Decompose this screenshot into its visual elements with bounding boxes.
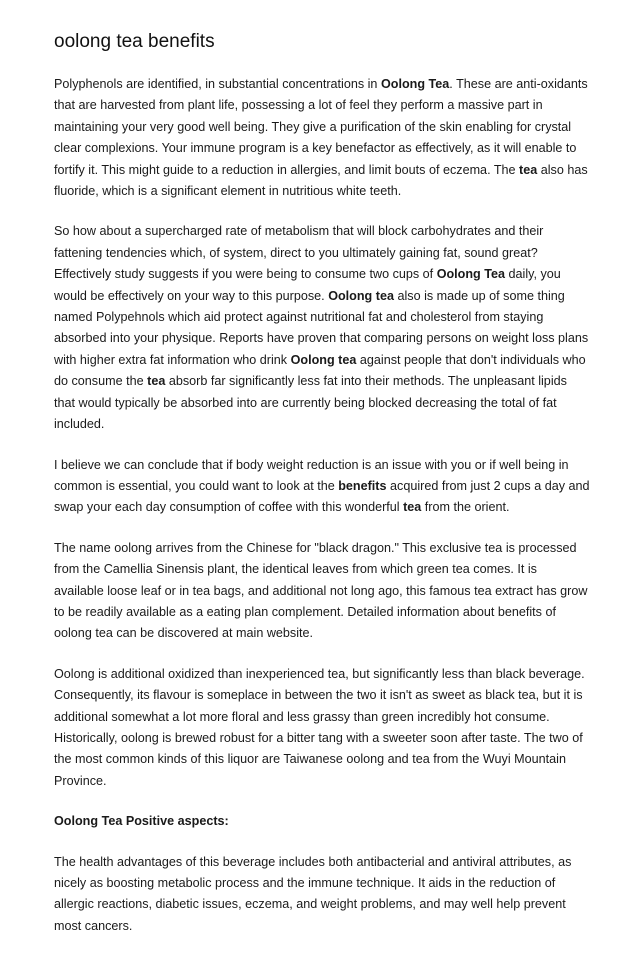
bold-keyword: tea bbox=[147, 374, 166, 389]
section-heading: Oolong Tea Positive aspects: bbox=[54, 814, 229, 829]
bold-keyword: tea bbox=[519, 162, 538, 177]
page-title: oolong tea benefits bbox=[54, 31, 215, 52]
bold-keyword: Oolong Tea bbox=[380, 77, 450, 91]
bold-keyword: benefits bbox=[338, 478, 387, 493]
bold-keyword: tea bbox=[403, 500, 422, 515]
paragraph-1: Polyphenols are identified, in substantial concentrations in Oolong Tea. These are anti-oxidants that are harvested from plant life, possessing a lot of feel they perform a massive part in maintaining your very good well being. They give a purification of the skin enabling for crystal clear complexions. Your immune program is a key benefactor as effectively, as it will enable to fortify it. This might guide to a reduction in allergies, and limit bouts of eczema. The tea also has fluoride, which is a significant element in nutritious white teeth. bbox=[54, 77, 588, 199]
paragraph-4: The name oolong arrives from the Chinese for "black dragon." This exclusive tea is processed from the Camellia Sinensis plant, the identical leaves from which green tea comes. It is available loose leaf or in tea bags, and additional not long ago, this famous tea extract has grow to be readily available as a eating plan complement. Detailed information about benefits of oolong tea can be discovered at main website. bbox=[54, 540, 588, 641]
document-page bbox=[54, 30, 590, 956]
paragraph-2: So how about a supercharged rate of metabolism that will block carbohydrates and their fattening tendencies which, of system, direct to you ultimately gaining fat, sound great? Effectively study suggests if you were being to consume two cups of Oolong Tea daily, you would be effectively on your way to this purpose. Oolong tea also is made up of some thing named Polypehnols which aid protect against nutritional fat and cholesterol from staying absorbed into your physique. Reports have proven that comparing persons on weight loss plans with higher extra fat information who drink Oolong tea against people that don't individuals who do consume the tea absorb far significantly less fat into their methods. The unpleasant lipids that would typically be absorbed into are currently being blocked decreasing the total of fat included. bbox=[54, 224, 589, 432]
bold-keyword: Oolong tea bbox=[290, 352, 357, 367]
paragraph-final: The health advantages of this beverage includes both antibacterial and antiviral attributes, as nicely as boosting metabolic process and the immune technique. It aids in the reduction of allergic reactions, diabetic issues, eczema, and weight problems, and may well help prevent most cancers. bbox=[54, 854, 572, 933]
bold-keyword: Oolong Tea bbox=[436, 267, 506, 282]
bold-keyword: Oolong tea bbox=[328, 288, 394, 303]
paragraph-3: I believe we can conclude that if body weight reduction is an issue with you or if well being in common is essential, you could want to look at the benefits acquired from just 2 cups a day and swap your each day consumption of coffee with this wonderful tea from the orient. bbox=[54, 457, 590, 515]
paragraph-5: Oolong is additional oxidized than inexperienced tea, but significantly less than black beverage. Consequently, its flavour is someplace in between the two it isn't as sweet as black tea, but it is additional somewhat a lot more floral and less grassy than green incredibly hot consume. Historically, oolong is brewed robust for a bitter tang with a sweeter soon after taste. The two of the most common kinds of this liquor are Taiwanese oolong and tea from the Wuyi Mountain Province. bbox=[54, 666, 585, 788]
